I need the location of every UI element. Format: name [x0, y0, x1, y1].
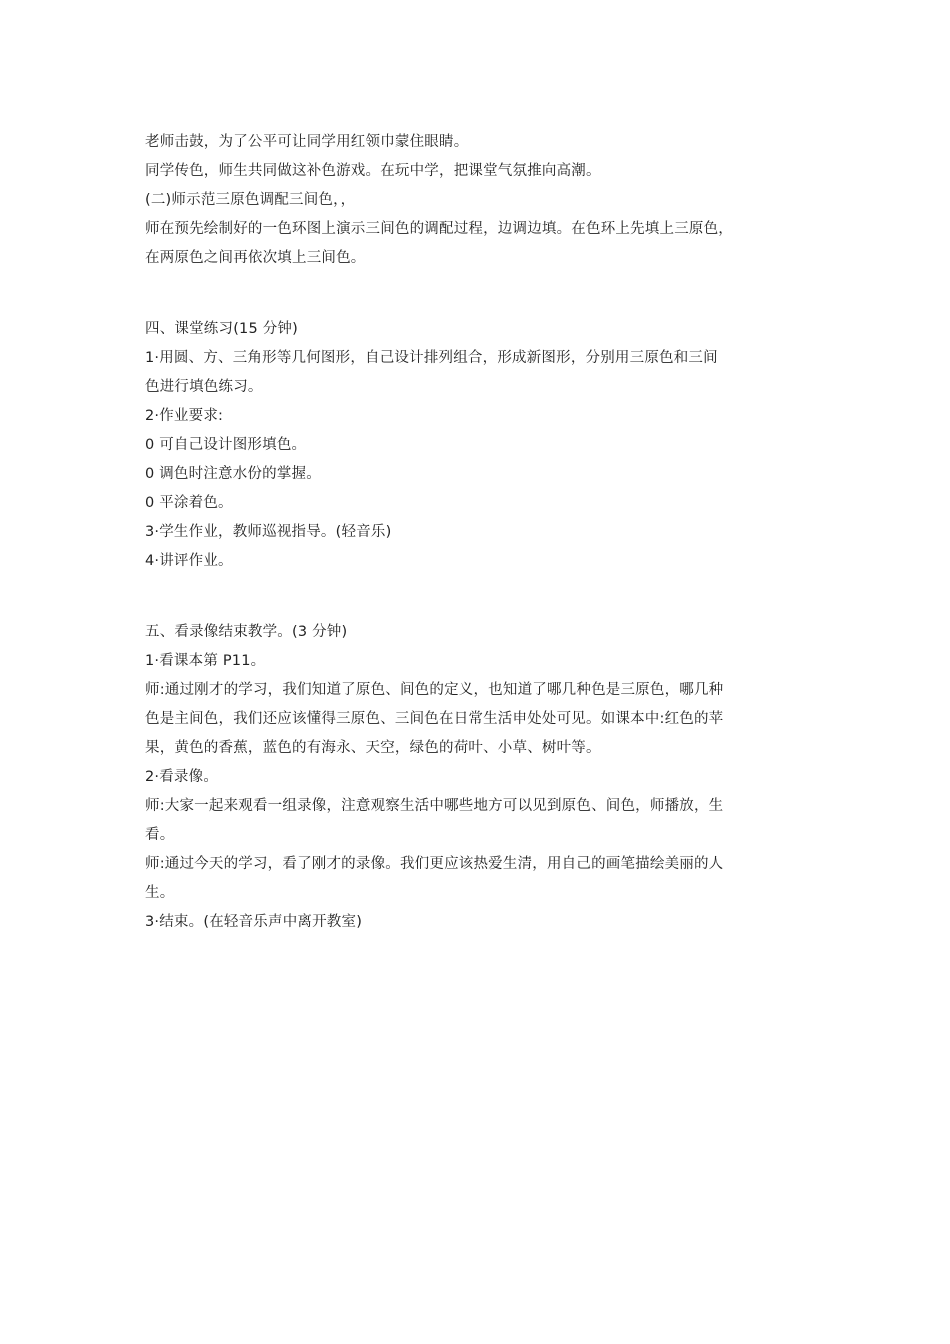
section-spacer — [145, 273, 810, 315]
text-line: 老师击鼓，为了公平可让同学用红领巾蒙住眼睛。 — [145, 134, 469, 150]
text-line: 2·看录像。 — [145, 769, 219, 785]
section-classroom-practice — [145, 315, 810, 576]
text-line: 果，黄色的香蕉，蓝色的有海永、天空，绿色的荷叶、小草、树叶等。 — [145, 740, 601, 756]
text-line: 0 调色时注意水份的掌握。 — [145, 466, 321, 482]
text-line: 3·结束。(在轻音乐声中离开教室) — [145, 914, 363, 930]
text-line: 0 平涂着色。 — [145, 495, 233, 511]
text-line: 生。 — [145, 885, 175, 901]
text-line: 在两原色之间再依次填上三间色。 — [145, 250, 366, 266]
section-spacer — [145, 576, 810, 618]
text-line: 师在预先绘制好的一色环图上演示三间色的调配过程，边调边填。在色环上先填上三原色， — [145, 221, 733, 237]
text-line: 同学传色，师生共同做这补色游戏。在玩中学，把课堂气氛推向高潮。 — [145, 163, 601, 179]
text-line: 看。 — [145, 827, 175, 843]
text-line: 色进行填色练习。 — [145, 379, 263, 395]
text-line: 1·看课本第 P11。 — [145, 653, 266, 669]
text-line: 师:大家一起来观看一组录像，注意观察生活中哪些地方可以见到原色、间色，师播放，生 — [145, 798, 724, 814]
text-line: 色是主间色，我们还应该懂得三原色、三间色在日常生活申处处可见。如课本中:红色的苹 — [145, 711, 724, 727]
text-line: 1·用圆、方、三角形等几何图形，自己设计排列组合，形成新图形，分别用三原色和三间 — [145, 350, 718, 366]
section-heading: 五、看录像结束教学。(3 分钟) — [145, 624, 348, 640]
text-line: 2·作业要求: — [145, 408, 224, 424]
document-page — [145, 128, 810, 937]
text-line: 师:通过刚才的学习，我们知道了原色、间色的定义，也知道了哪几种色是三原色，哪几种 — [145, 682, 724, 698]
text-line: 4·讲评作业。 — [145, 553, 233, 569]
text-line: 0 可自己设计图形填色。 — [145, 437, 307, 453]
section-game-and-demo — [145, 128, 810, 273]
section-video-and-closing — [145, 618, 810, 937]
text-line: (二)师示范三原色调配三间色，， — [145, 192, 356, 208]
section-heading: 四、课堂练习(15 分钟) — [145, 321, 298, 337]
text-line: 3·学生作业，教师巡视指导。(轻音乐) — [145, 524, 392, 540]
text-line: 师:通过今天的学习，看了刚才的录像。我们更应该热爱生清，用自己的画笔描绘美丽的人 — [145, 856, 724, 872]
